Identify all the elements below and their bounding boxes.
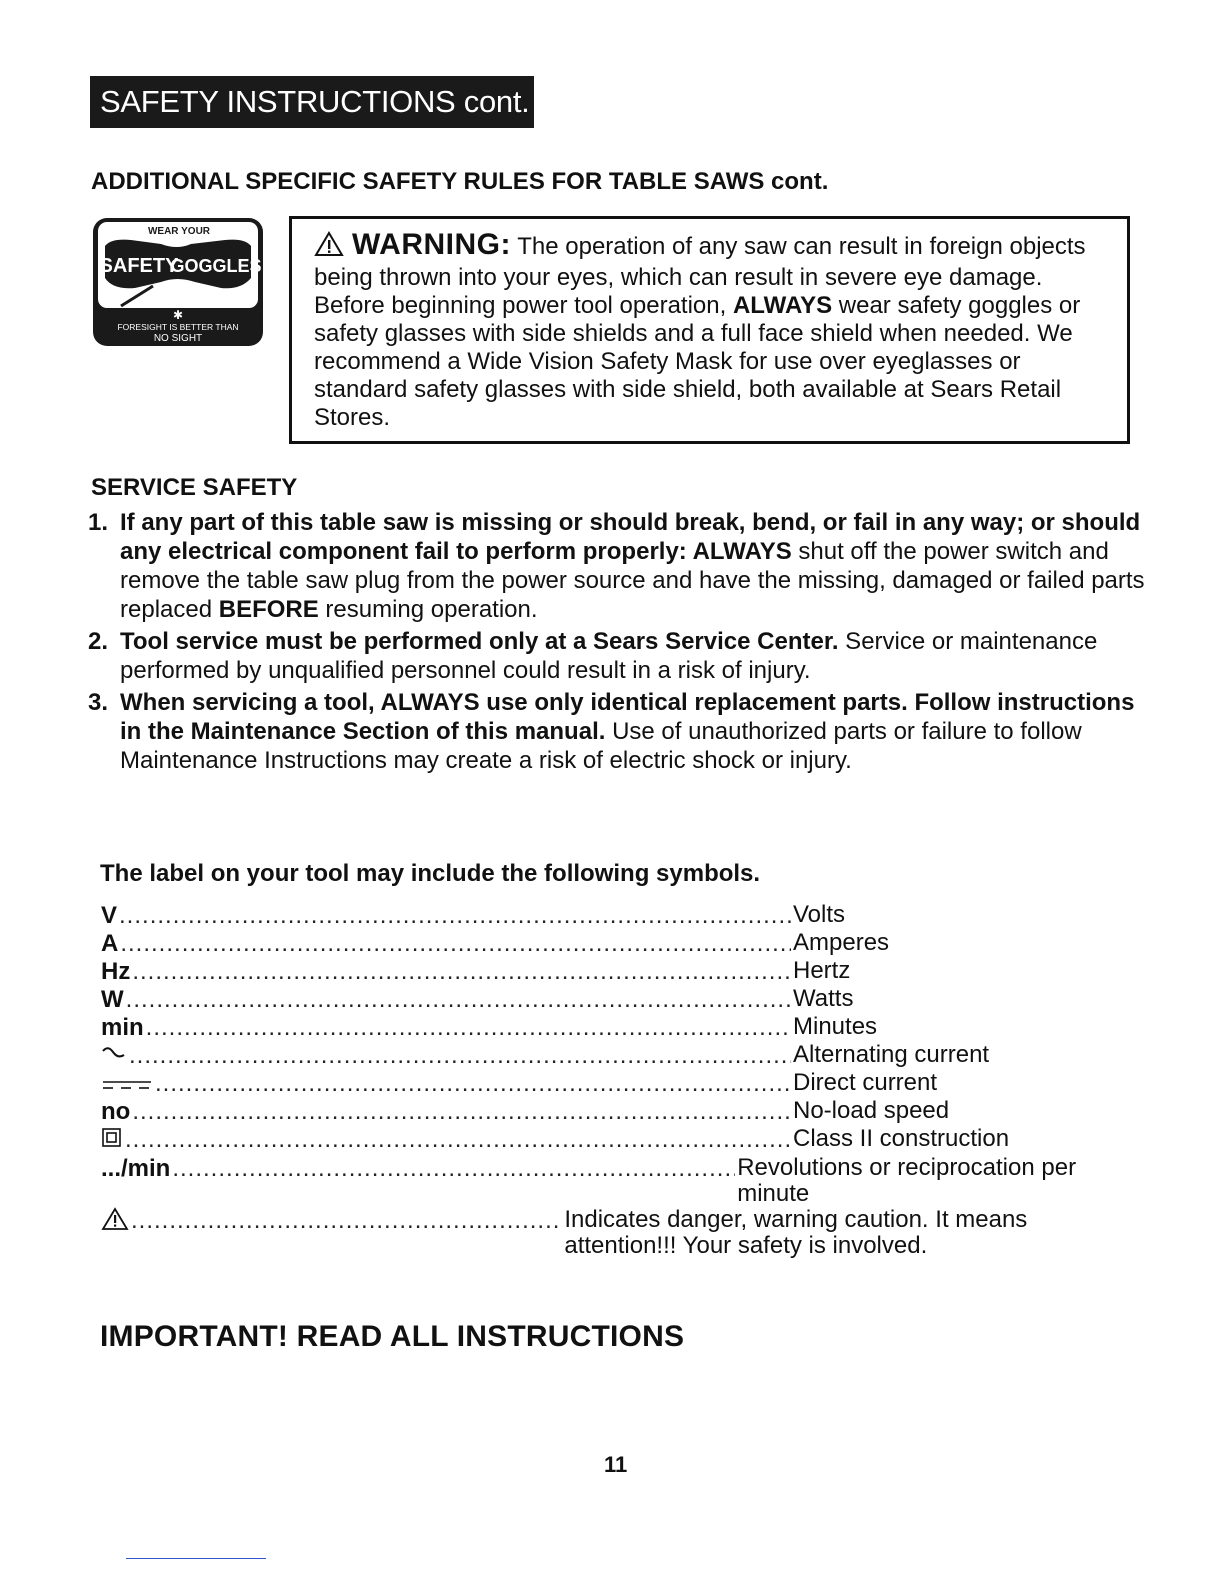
symbol-key: min (101, 1014, 144, 1041)
rule-text: shut off the power switch and remove the table saw plug from the power source and have the missing, damaged or failed parts replaced (120, 538, 1145, 623)
symbol-value: Class II construction (793, 1125, 1010, 1152)
direct-current-icon (101, 1070, 155, 1098)
symbol-value: Alternating current (793, 1041, 990, 1068)
list-item (88, 688, 1148, 775)
section-title: ADDITIONAL SPECIFIC SAFETY RULES FOR TABLE SAWS cont. (91, 168, 829, 195)
rule-text: Use of unauthorized parts or failure to follow Maintenance Instructions may create a risk of electric shock or injury. (120, 718, 1082, 774)
warning-triangle-icon (314, 231, 344, 264)
dot-leader (119, 902, 791, 930)
symbol-value: Minutes (793, 1013, 878, 1040)
page-number: 11 (604, 1452, 628, 1477)
dot-leader (132, 1098, 791, 1126)
rule-number: 2. (88, 628, 109, 655)
dot-leader (120, 930, 791, 958)
table-row (101, 1155, 1121, 1207)
warning-triangle-icon (101, 1207, 131, 1238)
warning-text-part1: The operation of any saw can result in foreign objects being thrown into your eyes, which can result in severe eye damage. Before beginning power tool operation, (314, 233, 1086, 319)
dot-leader (132, 958, 791, 986)
warning-always: ALWAYS (732, 292, 833, 319)
symbols-title: The label on your tool may include the following symbols. (100, 860, 761, 887)
dot-leader (129, 1042, 791, 1070)
table-row (101, 1207, 1121, 1259)
symbol-value: Volts (793, 901, 846, 928)
symbol-key: V (101, 902, 118, 929)
symbol-value: Direct current (793, 1069, 938, 1096)
table-row (101, 986, 1121, 1014)
list-item (88, 508, 1148, 624)
table-row (101, 1014, 1121, 1042)
symbol-value: Indicates danger, warning caution. It means attention!!! Your safety is involved. (564, 1206, 1028, 1259)
warning-heading: WARNING: (352, 228, 511, 261)
symbol-value: Hertz (793, 957, 851, 984)
page-header: SAFETY INSTRUCTIONS cont. (90, 76, 534, 128)
rule-text-2: resuming operation. (318, 596, 538, 623)
rule-number: 3. (88, 689, 109, 716)
symbol-key: A (101, 930, 119, 957)
symbol-value: Watts (793, 985, 854, 1012)
symbol-key: Hz (101, 958, 131, 985)
table-row (101, 902, 1121, 930)
dot-leader (172, 1155, 735, 1183)
svg-text:✱: ✱ (172, 308, 184, 322)
rule-bold-text: Tool service must be performed only at a Sears Service Center. (120, 628, 839, 655)
warning-text-part2: wear safety goggles or safety glasses with side shields and a full face shield when needed. We recommend a Wide Vision Safety Mask for use over eyeglasses or standard safety glasses with side shield, both available at Sears Retail Stores. (314, 292, 1081, 431)
service-rules-list (88, 508, 1148, 778)
rule-bold-text: If any part of this table saw is missing or should break, bend, or fail in any way; or should any electrical component fail to perform properly: ALWAYS (120, 509, 1141, 565)
table-row (101, 1098, 1121, 1126)
rule-number: 1. (88, 509, 109, 536)
symbol-value: No-load speed (793, 1097, 950, 1124)
symbol-key: no (101, 1098, 131, 1125)
important-notice: IMPORTANT! READ ALL INSTRUCTIONS (100, 1320, 685, 1353)
dot-leader (155, 1070, 791, 1098)
badge-bottom-line2: NO SIGHT (153, 333, 203, 344)
dot-leader (126, 986, 791, 1014)
symbols-table (101, 902, 1121, 1259)
symbol-key: W (101, 986, 124, 1013)
symbol-value: Amperes (793, 929, 890, 956)
table-row (101, 1070, 1121, 1098)
symbol-key: .../min (101, 1155, 171, 1182)
badge-top-text: WEAR YOUR (147, 226, 211, 237)
warning-box (289, 216, 1130, 444)
service-safety-title: SERVICE SAFETY (91, 474, 298, 501)
alternating-current-icon (101, 1042, 129, 1070)
badge-bottom-line1: FORESIGHT IS BETTER THAN (117, 322, 239, 332)
table-row (101, 1126, 1121, 1155)
class-ii-icon (101, 1126, 125, 1155)
list-item (88, 627, 1148, 685)
table-row (101, 958, 1121, 986)
symbol-value: Revolutions or reciprocation per minute (737, 1154, 1077, 1207)
rule-bold-text: When servicing a tool, ALWAYS use only identical replacement parts. Follow instructions in the Maintenance Section of this manual. (120, 689, 1135, 745)
table-row (101, 1042, 1121, 1070)
safety-goggles-badge (91, 216, 265, 348)
dot-leader (131, 1207, 562, 1238)
rule-bold-text-2: BEFORE (218, 596, 319, 623)
rule-text: Service or maintenance performed by unqualified personnel could result in a risk of injury. (120, 628, 1098, 684)
badge-word-safety: SAFETY (99, 255, 179, 277)
dot-leader (125, 1126, 791, 1155)
table-row (101, 930, 1121, 958)
badge-word-goggles: GOGGLES (170, 256, 262, 276)
dot-leader (146, 1014, 791, 1042)
bottom-divider (126, 1558, 266, 1559)
